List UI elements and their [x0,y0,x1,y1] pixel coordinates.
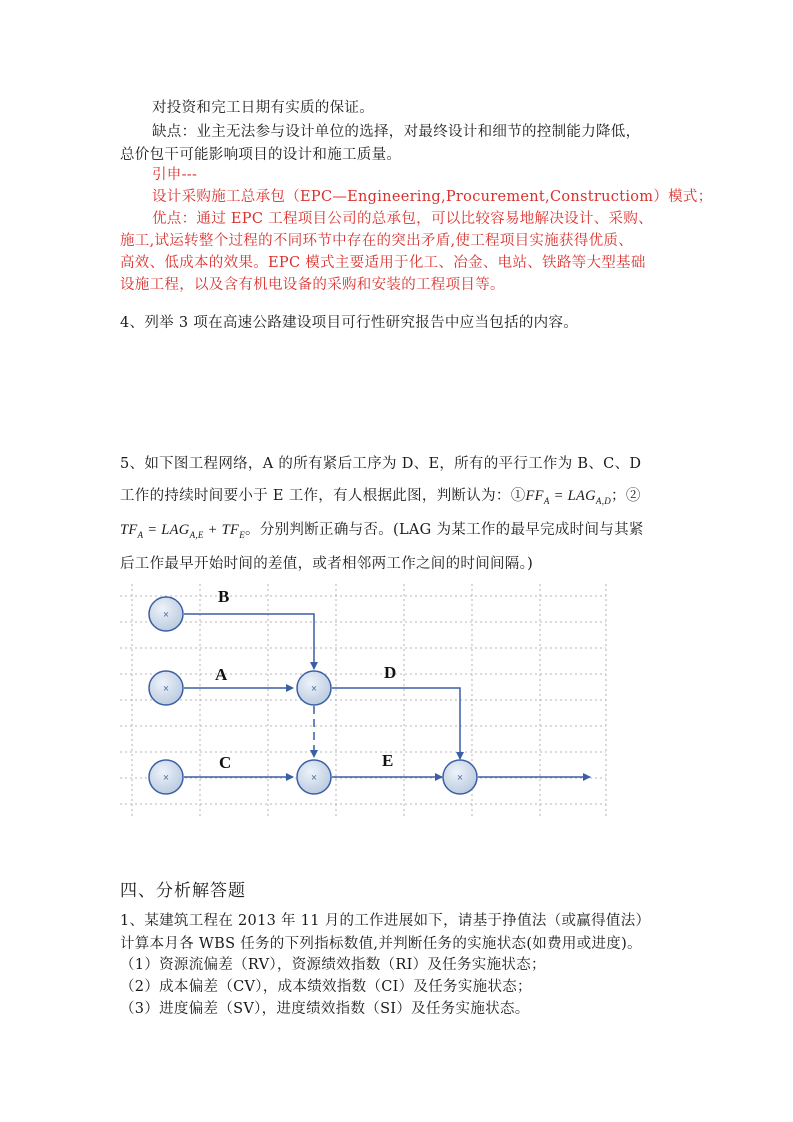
para1-line1: 对投资和完工日期有实质的保证。 [152,100,374,116]
q5-line3 [120,518,644,540]
label-d: D [384,663,397,682]
red-line3: 优点：通过 EPC 工程项目公司的总承包，可以比较容易地解决设计、采购、 [152,211,653,227]
q1-item1: （1）资源流偏差（RV），资源绩效指数（RI）及任务实施状态； [120,957,546,973]
red-line4: 施工,试运转整个过程的不同环节中存在的突出矛盾,使工程项目实施获得优质、 [120,233,634,249]
red-line1: 引申--- [152,167,198,183]
q1-line1: 1、某建筑工程在 2013 年 11 月的工作进展如下，请基于挣值法（或赢得值法） [120,913,651,929]
q1-line2: 计算本月各 WBS 任务的下列指标数值,并判断任务的实施状态(如费用或进度)。 [120,936,642,952]
arrow-d [332,688,460,759]
svg-text:×: × [162,610,170,619]
svg-text:×: × [456,773,464,782]
label-c: C [219,753,232,772]
para1-line2: 缺点：业主无法参与设计单位的选择，对最终设计和细节的控制能力降低， [152,124,641,140]
label-a: A [215,665,228,684]
grid [120,584,606,818]
label-e: E [382,751,394,770]
red-line5: 高效、低成本的效果。EPC 模式主要适用于化工、冶金、电站、铁路等大型基础 [120,255,646,271]
node-1 [149,597,183,631]
formula-ff: $FF_A = LAG_{A,D}$ [525,488,612,506]
node-6 [443,760,477,794]
svg-text:×: × [310,684,318,693]
label-b: B [218,587,230,606]
q5-line4: 后工作最早开始时间的差值，或者相邻两工作之间的时间间隔。) [120,556,534,572]
separator: ；② [611,488,641,504]
q5-line3-text: 。分别判断正确与否。(LAG 为某工作的最早完成时间与其紧 [245,522,644,538]
formula-tf: $TF_A = LAG_{A,E} + TF_E$ [120,522,246,540]
node-5 [297,760,331,794]
network-diagram [118,582,608,822]
arrow-b [184,614,314,669]
q1-item3: （3）进度偏差（SV），进度绩效指数（SI）及任务实施状态。 [120,1001,530,1017]
svg-text:×: × [162,684,170,693]
q1-item2: （2）成本偏差（CV），成本绩效指数（CI）及任务实施状态； [120,979,532,995]
section-title: 四、分析解答题 [120,881,246,901]
red-line6: 设施工程，以及含有机电设备的采购和安装的工程项目等。 [120,277,505,293]
para1-line3: 总价包干可能影响项目的设计和施工质量。 [120,147,402,163]
svg-text:×: × [310,773,318,782]
question-4: 4、列举 3 项在高速公路建设项目可行性研究报告中应当包括的内容。 [120,315,579,331]
red-line2: 设计采购施工总承包（EPC—Engineering,Procurement,Constructiom）模式； [152,189,713,205]
node-2 [149,671,183,705]
q5-line1: 5、如下图工程网络，A 的所有紧后工序为 D、E，所有的平行工作为 B、C、D [120,456,642,472]
svg-text:×: × [162,773,170,782]
q5-line2 [120,484,641,506]
node-4 [297,671,331,705]
q5-line2-text: 工作的持续时间要小于 E 工作，有人根据此图，判断认为：① [120,488,526,504]
node-3 [149,760,183,794]
